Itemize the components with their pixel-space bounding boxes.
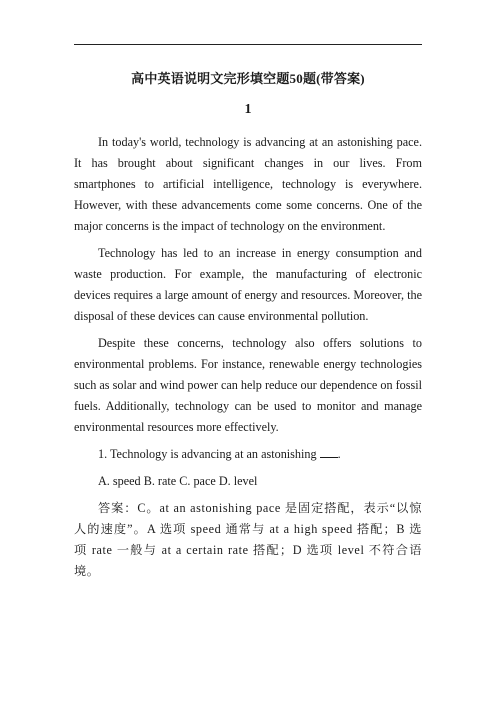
passage-paragraph-1: In today's world, technology is advancing at an astonishing pace. It has brought about significant changes in our lives. From smartphones to artificial intelligence, technology is everywhere. However, with these advancements come some concerns. One of the major concerns is the impact of technology on the environment. xyxy=(74,135,422,233)
answer-explanation: 答案：C。at an astonishing pace 是固定搭配，表示“以惊人的速度”。A 选项 speed 通常与 at a high speed 搭配；B 选项 rate 一般与 at a certain rate 搭配；D 选项 level 不符合语境。 xyxy=(74,501,422,578)
document-title: 高中英语说明文完形填空题50题(带答案) xyxy=(131,71,365,86)
document-body xyxy=(74,132,422,588)
question-stem xyxy=(74,444,422,465)
question-options: A. speed B. rate C. pace D. level xyxy=(98,474,258,488)
question-stem-text: 1. Technology is advancing at an astonishing xyxy=(98,447,320,461)
question-stem-end: . xyxy=(337,447,341,461)
header-rule xyxy=(74,44,422,45)
section-number: 1 xyxy=(244,102,252,117)
passage-paragraph-3: Despite these concerns, technology also offers solutions to environmental problems. For instance, renewable energy technologies such as solar and wind power can help reduce our dependence on fossil fuels. Additionally, technology can be used to monitor and manage environmental resources more effectively. xyxy=(74,336,422,434)
passage-paragraph-2: Technology has led to an increase in energy consumption and waste production. For example, the manufacturing of electronic devices requires a large amount of energy and resources. Moreover, the disposal of these devices can cause environmental pollution. xyxy=(74,246,422,323)
answer-blank xyxy=(320,445,338,458)
